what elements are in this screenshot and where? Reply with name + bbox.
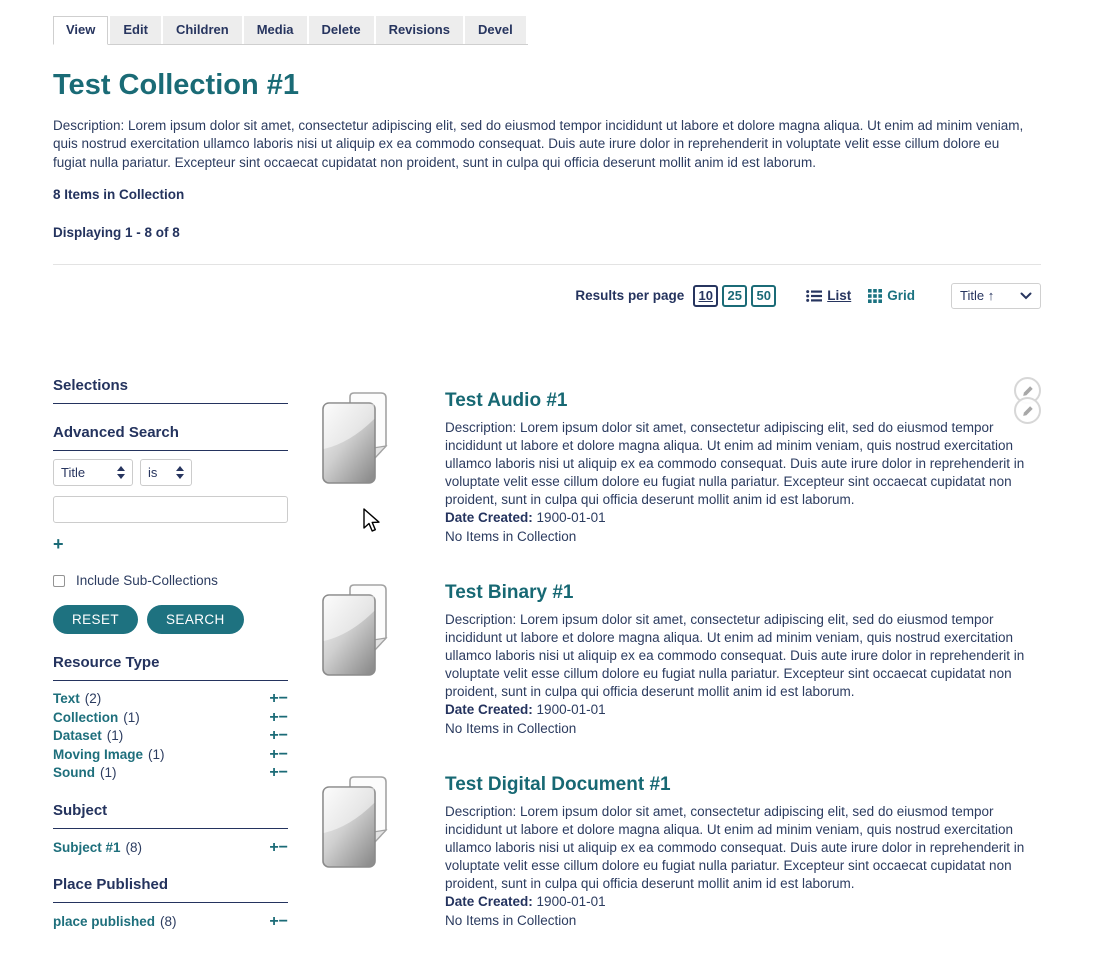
facet-include-button[interactable]: + — [269, 838, 279, 856]
item-body — [445, 569, 1041, 761]
item-no-items: No Items in Collection — [445, 720, 577, 736]
facet-exclude-button[interactable]: − — [278, 690, 288, 708]
facet-exclude-button[interactable]: − — [278, 764, 288, 782]
collection-description: Description: Lorem ipsum dolor sit amet, consectetur adipiscing elit, sed do eiusmod tempor incididunt ut labore et dolore magna aliqua. Ut enim ad minim veniam, quis nostrud exercitation ullamco laboris nisi ut aliquip ex ea commodo consequat. Duis aute irure dolor in reprehenderit in voluptate velit esse cillum dolore eu fugiat nulla pariatur. Excepteur sint occaecat cupidatat non proident, sunt in culpa qui officia deserunt mollit anim id est laborum. — [53, 118, 1024, 170]
folder-icon[interactable] — [320, 775, 390, 953]
facet-heading-resource-type: Resource Type — [53, 654, 288, 681]
tab-delete[interactable]: Delete — [309, 16, 374, 44]
facet-list-place-published — [53, 913, 288, 932]
view-switch — [806, 288, 915, 303]
displaying-range: Displaying 1 - 8 of 8 — [53, 225, 180, 241]
list-view-link[interactable]: List — [806, 288, 851, 303]
facet-link[interactable]: place published — [53, 914, 156, 930]
date-created-value: 1900-01-01 — [536, 510, 606, 526]
facet-link[interactable]: Dataset — [53, 728, 102, 744]
include-subcollections-label: Include Sub-Collections — [76, 573, 218, 589]
grid-icon — [868, 289, 882, 303]
tab-edit[interactable]: Edit — [110, 16, 161, 44]
item-title-link[interactable]: Test Binary #1 — [445, 582, 574, 604]
field-select[interactable] — [53, 459, 133, 486]
advanced-search-row — [53, 459, 288, 486]
facet-link[interactable]: Sound — [53, 765, 95, 781]
edit-pencil-button[interactable] — [1014, 397, 1041, 424]
date-created-value: 1900-01-01 — [536, 702, 606, 718]
facet-exclude-button[interactable]: − — [278, 708, 288, 726]
tab-revisions[interactable]: Revisions — [376, 16, 463, 44]
search-sidebar — [53, 377, 288, 953]
contextual-edit-buttons — [1014, 377, 1041, 424]
date-created-value: 1900-01-01 — [536, 894, 606, 910]
operator-select[interactable] — [140, 459, 192, 486]
include-subcollections-option[interactable] — [53, 573, 288, 588]
item-description: Description: Lorem ipsum dolor sit amet, consectetur adipiscing elit, sed do eiusmod tempor incididunt ut labore et dolore magna aliqua. Ut enim ad minim veniam, quis nostrud exercitation ullamco laboris nisi ut aliquip ex ea commodo consequat. Duis aute irure dolor in reprehenderit in voluptate velit esse cillum dolore eu fugiat nulla pariatur. Excepteur sint occaecat cupidatat non proident, sunt in culpa qui officia deserunt mollit anim id est laborum. — [445, 420, 1025, 508]
results-per-page-label: Results per page — [575, 288, 685, 304]
facet-include-button[interactable]: + — [269, 690, 279, 708]
facet-include-button[interactable]: + — [269, 708, 279, 726]
facet-link[interactable]: Text — [53, 691, 80, 707]
facet-count: (8) — [125, 839, 143, 855]
items-count: 8 Items in Collection — [53, 187, 185, 203]
page-title: Test Collection #1 — [53, 69, 300, 101]
facet-link[interactable]: Moving Image — [53, 746, 144, 762]
item-no-items: No Items in Collection — [445, 912, 577, 928]
facet-include-button[interactable]: + — [269, 764, 279, 782]
facet-count: (2) — [84, 691, 102, 707]
facet-row-moving-image — [53, 746, 288, 765]
date-created-label: Date Created: — [445, 702, 533, 718]
results-divider — [53, 264, 1041, 265]
facet-row-subject-1 — [53, 839, 288, 858]
item-description: Description: Lorem ipsum dolor sit amet, consectetur adipiscing elit, sed do eiusmod tempor incididunt ut labore et dolore magna aliqua. Ut enim ad minim veniam, quis nostrud exercitation ullamco laboris nisi ut aliquip ex ea commodo consequat. Duis aute irure dolor in reprehenderit in voluptate velit esse cillum dolore eu fugiat nulla pariatur. Excepteur sint occaecat cupidatat non proident, sunt in culpa qui officia deserunt mollit anim id est laborum. — [445, 612, 1025, 700]
facet-exclude-button[interactable]: − — [278, 745, 288, 763]
facet-row-text — [53, 690, 288, 709]
tab-children[interactable]: Children — [163, 16, 242, 44]
operator-select-value: is — [148, 465, 158, 481]
grid-view-link[interactable]: Grid — [868, 288, 915, 303]
facet-heading-place-published: Place Published — [53, 876, 288, 903]
date-created-label: Date Created: — [445, 510, 533, 526]
select-spinner-icon — [117, 466, 125, 479]
reset-button[interactable]: RESET — [53, 605, 138, 634]
item-description: Description: Lorem ipsum dolor sit amet, consectetur adipiscing elit, sed do eiusmod tempor incididunt ut labore et dolore magna aliqua. Ut enim ad minim veniam, quis nostrud exercitation ullamco laboris nisi ut aliquip ex ea commodo consequat. Duis aute irure dolor in reprehenderit in voluptate velit esse cillum dolore eu fugiat nulla pariatur. Excepteur sint occaecat cupidatat non proident, sunt in culpa qui officia deserunt mollit anim id est laborum. — [445, 804, 1025, 892]
list-item — [320, 377, 1041, 569]
folder-icon[interactable] — [320, 583, 390, 761]
facet-count: (1) — [123, 709, 140, 725]
sort-select[interactable] — [951, 283, 1041, 309]
item-body — [445, 377, 1041, 569]
search-buttons-row — [53, 605, 288, 634]
facet-row-sound — [53, 764, 288, 783]
facet-count: (1) — [148, 746, 165, 762]
tab-view[interactable]: View — [53, 16, 108, 45]
page-size-50[interactable]: 50 — [751, 285, 776, 307]
list-item — [320, 761, 1041, 953]
item-title-link[interactable]: Test Digital Document #1 — [445, 774, 671, 796]
search-button[interactable]: SEARCH — [147, 605, 244, 634]
facet-link[interactable]: Collection — [53, 709, 119, 725]
include-subcollections-checkbox[interactable] — [53, 575, 65, 587]
add-criterion-button[interactable]: + — [53, 534, 64, 555]
pencil-icon — [1022, 385, 1034, 397]
sort-select-value: Title ↑ — [960, 288, 995, 304]
chevron-down-icon — [1020, 292, 1032, 300]
pencil-icon — [1022, 405, 1034, 417]
select-spinner-icon — [176, 466, 184, 479]
item-date-created — [445, 701, 1041, 719]
advanced-search-input[interactable] — [53, 496, 288, 523]
facet-include-button[interactable]: + — [269, 913, 279, 931]
facet-count: (1) — [100, 765, 117, 781]
field-select-value: Title — [61, 465, 86, 481]
facet-heading-subject: Subject — [53, 802, 288, 829]
date-created-label: Date Created: — [445, 894, 533, 910]
facet-link[interactable]: Subject #1 — [53, 839, 121, 855]
item-date-created — [445, 893, 1041, 911]
list-icon — [806, 289, 822, 303]
primary-tabs — [53, 16, 528, 45]
facet-exclude-button[interactable]: − — [278, 838, 288, 856]
facet-row-collection — [53, 709, 288, 728]
facet-include-button[interactable]: + — [269, 745, 279, 763]
facet-row-place-published — [53, 913, 288, 932]
facet-include-button[interactable]: + — [269, 727, 279, 745]
results-bar — [53, 282, 1041, 309]
facet-count: (8) — [160, 914, 177, 930]
facet-count: (1) — [106, 728, 124, 744]
facet-exclude-button[interactable]: − — [278, 913, 288, 931]
facet-row-dataset — [53, 727, 288, 746]
advanced-search-heading: Advanced Search — [53, 424, 288, 451]
results-list — [320, 377, 1041, 953]
facet-list-subject — [53, 839, 288, 858]
folder-icon[interactable] — [320, 391, 390, 569]
item-title-link[interactable]: Test Audio #1 — [445, 390, 568, 412]
item-no-items: No Items in Collection — [445, 528, 577, 544]
tab-devel[interactable]: Devel — [465, 16, 526, 44]
facet-exclude-button[interactable]: − — [278, 727, 288, 745]
page-size-10[interactable]: 10 — [693, 285, 718, 307]
page-size-25[interactable]: 25 — [722, 285, 747, 307]
selections-heading: Selections — [53, 377, 288, 404]
facet-list-resource-type — [53, 690, 288, 783]
item-date-created — [445, 509, 1041, 527]
list-item — [320, 569, 1041, 761]
item-body — [445, 761, 1041, 953]
tab-media[interactable]: Media — [244, 16, 307, 44]
